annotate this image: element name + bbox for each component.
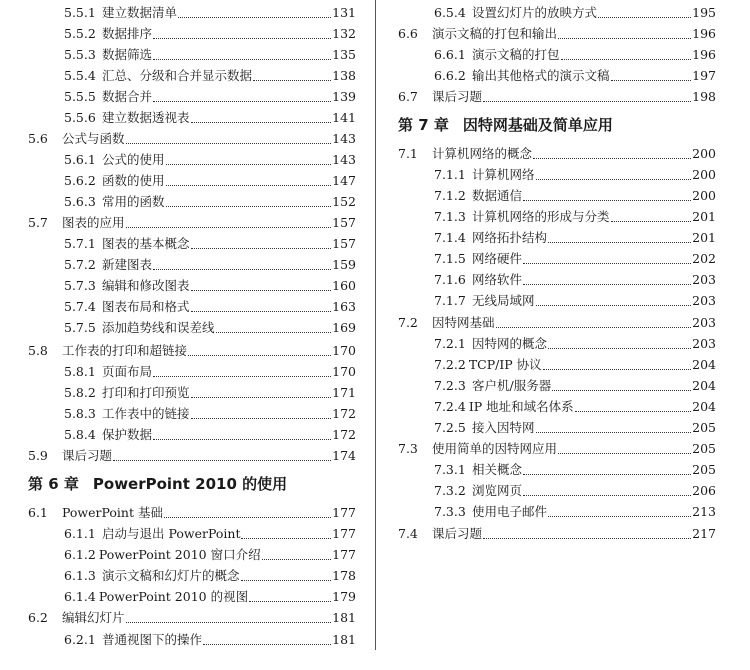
- toc-entry-7-1-7[interactable]: 7.1.7 无线局域网 203: [434, 292, 716, 308]
- dot-leader: [523, 283, 691, 285]
- dot-leader: [153, 100, 331, 102]
- dot-leader: [191, 396, 332, 398]
- dot-leader: [561, 58, 692, 60]
- column-divider: [375, 0, 376, 650]
- dot-leader: [126, 621, 332, 623]
- toc-section-7-2[interactable]: 7.2 因特网基础 203: [398, 314, 716, 330]
- toc-entry-5-5-3[interactable]: 5.5.3 数据筛选 135: [64, 46, 356, 62]
- dot-leader: [552, 389, 691, 391]
- toc-entry-6-1-2[interactable]: 6.1.2 PowerPoint 2010 窗口介绍 177: [64, 546, 356, 562]
- toc-entry-7-1-5[interactable]: 7.1.5 网络硬件 202: [434, 250, 716, 266]
- dot-leader: [241, 537, 331, 539]
- dot-leader: [126, 142, 332, 144]
- toc-section-7-1[interactable]: 7.1 计算机网络的概念 200: [398, 145, 716, 161]
- toc-entry-5-7-5[interactable]: 5.7.5 添加趋势线和误差线 169: [64, 319, 356, 335]
- dot-leader: [166, 205, 332, 207]
- toc-section-6-7[interactable]: 6.7 课后习题 198: [398, 88, 716, 104]
- dot-leader: [598, 16, 691, 18]
- toc-entry-5-8-4[interactable]: 5.8.4 保护数据 172: [64, 426, 356, 442]
- dot-leader: [611, 220, 692, 222]
- dot-leader: [496, 326, 692, 328]
- dot-leader: [153, 268, 331, 270]
- dot-leader: [166, 163, 332, 165]
- dot-leader: [203, 643, 331, 645]
- dot-leader: [253, 79, 331, 81]
- dot-leader: [178, 16, 331, 18]
- toc-entry-7-3-2[interactable]: 7.3.2 浏览网页 206: [434, 482, 716, 498]
- toc-entry-7-2-4[interactable]: 7.2.4 IP 地址和域名体系 204: [434, 398, 716, 414]
- toc-entry-7-2-5[interactable]: 7.2.5 接入因特网 205: [434, 419, 716, 435]
- toc-section-5-6[interactable]: 5.6 公式与函数 143: [28, 130, 356, 146]
- dot-leader: [249, 600, 331, 602]
- dot-leader: [153, 438, 331, 440]
- dot-leader: [164, 516, 331, 518]
- toc-section-6-1[interactable]: 6.1 PowerPoint 基础 177: [28, 504, 356, 520]
- toc-entry-5-8-1[interactable]: 5.8.1 页面布局 170: [64, 363, 356, 379]
- toc-entry-5-6-2[interactable]: 5.6.2 函数的使用 147: [64, 172, 356, 188]
- toc-entry-7-1-2[interactable]: 7.1.2 数据通信 200: [434, 187, 716, 203]
- toc-entry-7-2-2[interactable]: 7.2.2 TCP/IP 协议 204: [434, 356, 716, 372]
- toc-entry-5-6-3[interactable]: 5.6.3 常用的函数 152: [64, 193, 356, 209]
- dot-leader: [191, 121, 332, 123]
- toc-entry-6-6-2[interactable]: 6.6.2 输出其他格式的演示文稿 197: [434, 67, 716, 83]
- dot-leader: [533, 157, 691, 159]
- toc-entry-5-7-4[interactable]: 5.7.4 图表布局和格式 163: [64, 298, 356, 314]
- toc-entry-7-2-3[interactable]: 7.2.3 客户机/服务器 204: [434, 377, 716, 393]
- dot-leader: [523, 473, 691, 475]
- toc-entry-6-6-1[interactable]: 6.6.1 演示文稿的打包 196: [434, 46, 716, 62]
- dot-leader: [166, 184, 332, 186]
- toc-section-6-2[interactable]: 6.2 编辑幻灯片 181: [28, 609, 356, 625]
- toc-entry-6-1-3[interactable]: 6.1.3 演示文稿和幻灯片的概念 178: [64, 567, 356, 583]
- toc-entry-7-3-1[interactable]: 7.3.1 相关概念 205: [434, 461, 716, 477]
- dot-leader: [113, 459, 331, 461]
- dot-leader: [575, 410, 692, 412]
- toc-entry-5-5-1[interactable]: 5.5.1 建立数据清单 131: [64, 4, 356, 20]
- dot-leader: [191, 289, 332, 291]
- toc-entry-6-1-4[interactable]: 6.1.4 PowerPoint 2010 的视图 179: [64, 588, 356, 604]
- chapter-heading-7[interactable]: 第 7 章 因特网基础及简单应用: [398, 115, 613, 134]
- dot-leader: [536, 178, 692, 180]
- dot-leader: [558, 452, 691, 454]
- toc-section-6-6[interactable]: 6.6 演示文稿的打包和输出 196: [398, 25, 716, 41]
- dot-leader: [536, 304, 692, 306]
- toc-entry-7-2-1[interactable]: 7.2.1 因特网的概念 203: [434, 335, 716, 351]
- dot-leader: [483, 100, 691, 102]
- toc-entry-6-1-1[interactable]: 6.1.1 启动与退出 PowerPoint 177: [64, 525, 356, 541]
- dot-leader: [191, 310, 332, 312]
- toc-entry-5-8-3[interactable]: 5.8.3 工作表中的链接 172: [64, 405, 356, 421]
- toc-section-5-7[interactable]: 5.7 图表的应用 157: [28, 214, 356, 230]
- dot-leader: [548, 515, 691, 517]
- toc-section-7-3[interactable]: 7.3 使用简单的因特网应用 205: [398, 440, 716, 456]
- dot-leader: [548, 347, 691, 349]
- dot-leader: [611, 79, 692, 81]
- dot-leader: [262, 558, 332, 560]
- toc-entry-7-3-3[interactable]: 7.3.3 使用电子邮件 213: [434, 503, 716, 519]
- dot-leader: [126, 226, 332, 228]
- toc-entry-7-1-4[interactable]: 7.1.4 网络拓扑结构 201: [434, 229, 716, 245]
- toc-entry-5-7-3[interactable]: 5.7.3 编辑和修改图表 160: [64, 277, 356, 293]
- dot-leader: [153, 58, 331, 60]
- toc-entry-7-1-6[interactable]: 7.1.6 网络软件 203: [434, 271, 716, 287]
- toc-entry-5-7-2[interactable]: 5.7.2 新建图表 159: [64, 256, 356, 272]
- toc-entry-5-5-4[interactable]: 5.5.4 汇总、分级和合并显示数据 138: [64, 67, 356, 83]
- dot-leader: [191, 417, 332, 419]
- dot-leader: [523, 199, 691, 201]
- toc-section-5-8[interactable]: 5.8 工作表的打印和超链接 170: [28, 342, 356, 358]
- toc-entry-5-8-2[interactable]: 5.8.2 打印和打印预览 171: [64, 384, 356, 400]
- dot-leader: [188, 354, 331, 356]
- dot-leader: [536, 431, 692, 433]
- toc-entry-6-5-4[interactable]: 6.5.4 设置幻灯片的放映方式 195: [434, 4, 716, 20]
- dot-leader: [523, 494, 691, 496]
- dot-leader: [216, 331, 332, 333]
- toc-entry-5-7-1[interactable]: 5.7.1 图表的基本概念 157: [64, 235, 356, 251]
- dot-leader: [483, 537, 691, 539]
- toc-entry-7-1-3[interactable]: 7.1.3 计算机网络的形成与分类 201: [434, 208, 716, 224]
- toc-entry-5-5-6[interactable]: 5.5.6 建立数据透视表 141: [64, 109, 356, 125]
- toc-entry-6-2-1[interactable]: 6.2.1 普通视图下的操作 181: [64, 631, 356, 647]
- toc-entry-7-1-1[interactable]: 7.1.1 计算机网络 200: [434, 166, 716, 182]
- dot-leader: [191, 247, 332, 249]
- toc-entry-5-5-2[interactable]: 5.5.2 数据排序 132: [64, 25, 356, 41]
- dot-leader: [153, 37, 331, 39]
- toc-entry-5-5-5[interactable]: 5.5.5 数据合并 139: [64, 88, 356, 104]
- dot-leader: [543, 368, 691, 370]
- toc-entry-5-6-1[interactable]: 5.6.1 公式的使用 143: [64, 151, 356, 167]
- chapter-heading-6[interactable]: 第 6 章 PowerPoint 2010 的使用: [28, 474, 288, 493]
- dot-leader: [153, 375, 331, 377]
- toc-section-5-9[interactable]: 5.9 课后习题 174: [28, 447, 356, 463]
- dot-leader: [558, 37, 691, 39]
- dot-leader: [241, 579, 332, 581]
- toc-section-7-4[interactable]: 7.4 课后习题 217: [398, 525, 716, 541]
- dot-leader: [523, 262, 691, 264]
- dot-leader: [548, 241, 691, 243]
